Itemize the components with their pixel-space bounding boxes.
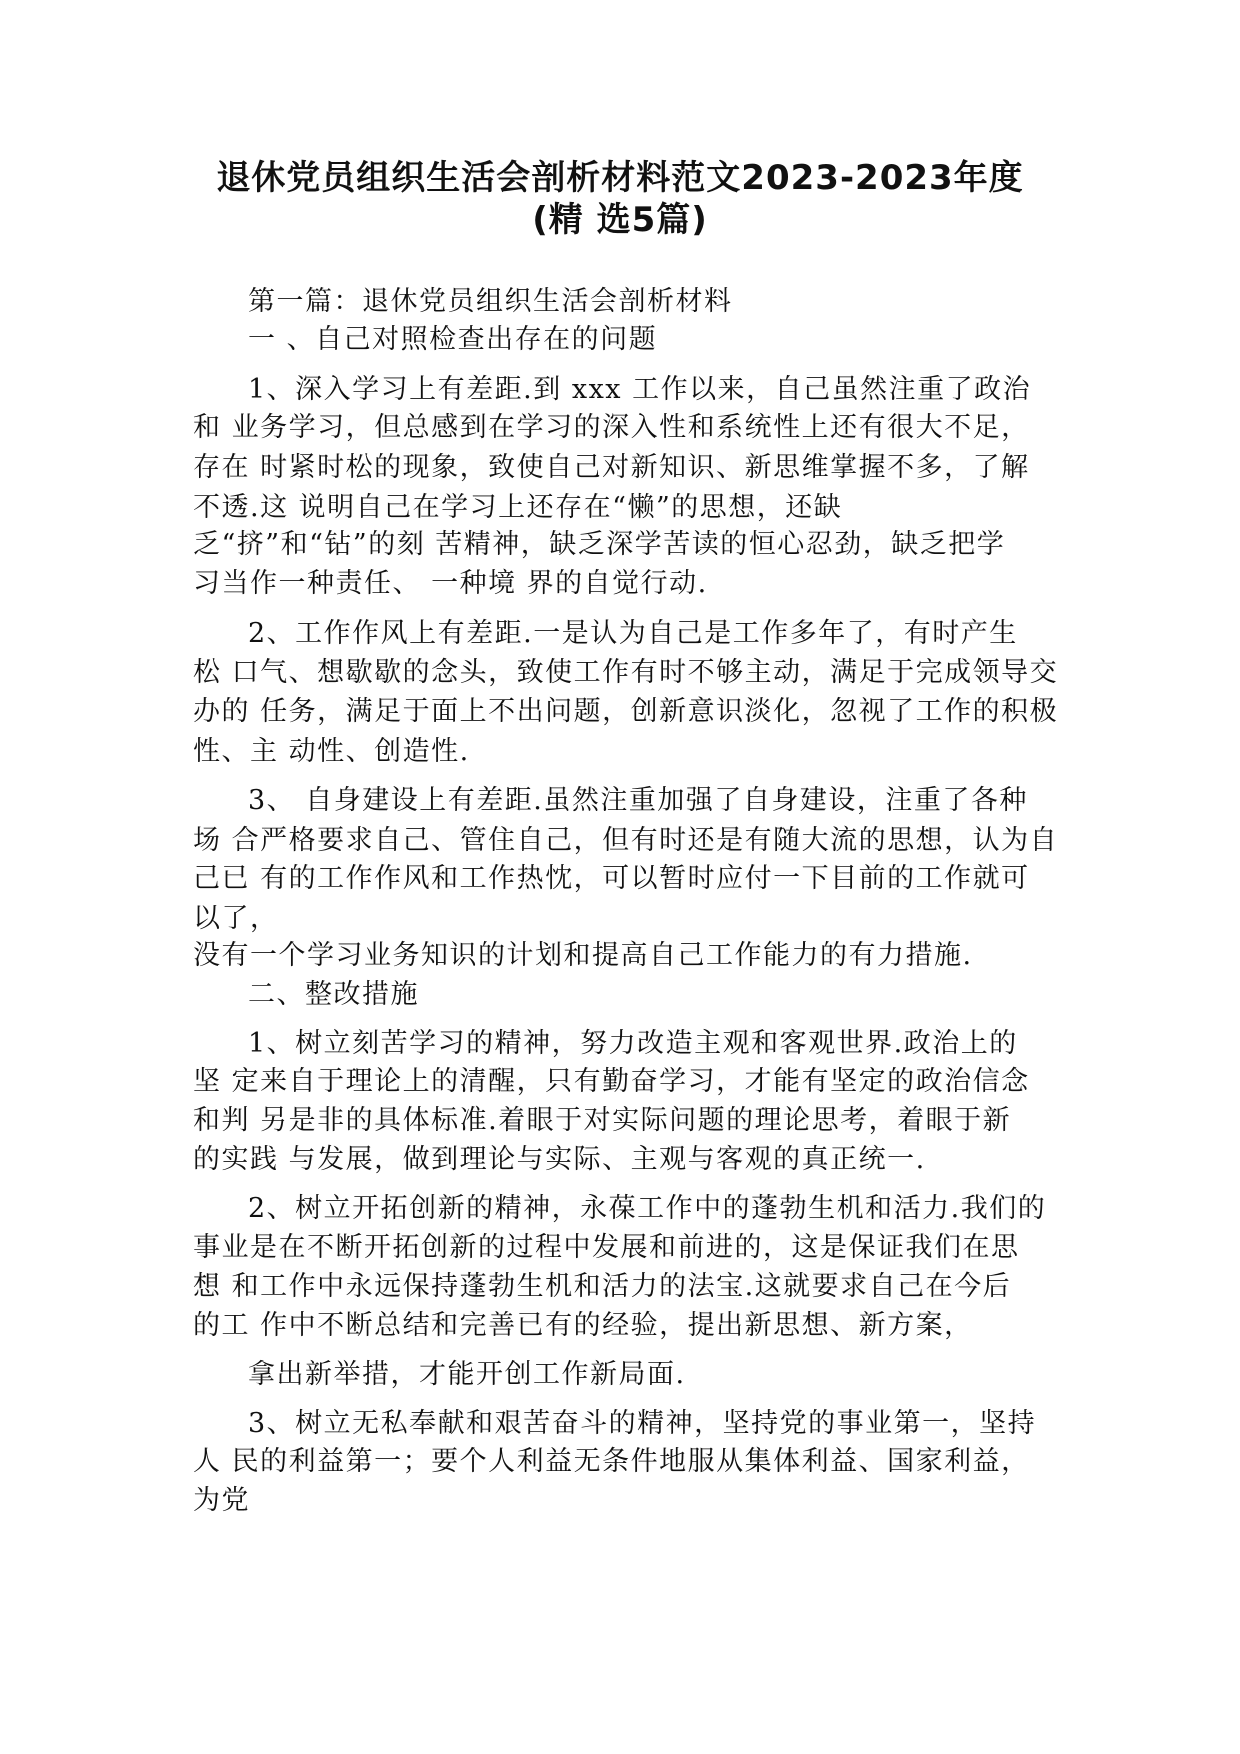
- body-line: 存在 时紧时松的现象，致使自己对新知识、新思维掌握不多，了解: [193, 452, 1030, 483]
- body-line: 场 合严格要求自己、管住自己，但有时还是有随大流的思想，认为自: [193, 825, 1059, 856]
- body-line: 事业是在不断开拓创新的过程中发展和前进的，这是保证我们在思: [193, 1232, 1020, 1263]
- body-line: 习当作一种责任、 一种境 界的自觉行动.: [193, 568, 708, 599]
- body-line: 以了，: [193, 903, 279, 934]
- body-line: 办的 任务，满足于面上不出问题，创新意识淡化，忽视了工作的积极: [193, 696, 1059, 727]
- body-line: 3、树立无私奉献和艰苦奋斗的精神，坚持党的事业第一，坚持: [248, 1408, 1037, 1439]
- body-line: 性、主 动性、创造性.: [193, 736, 470, 767]
- body-line: 1、深入学习上有差距.到 xxx 工作以来，自己虽然注重了政治: [248, 374, 1032, 405]
- body-line: 没有一个学习业务知识的计划和提高自己工作能力的有力措施.: [193, 940, 973, 971]
- body-line: 1、树立刻苦学习的精神，努力改造主观和客观世界.政治上的: [248, 1028, 1018, 1059]
- body-line: 第一篇：退休党员组织生活会剖析材料: [248, 286, 733, 317]
- body-line: 和判 另是非的具体标准.着眼于对实际问题的理论思考，着眼于新: [193, 1105, 1012, 1136]
- body-line: 2、工作作风上有差距.一是认为自己是工作多年了，有时产生: [248, 618, 1018, 649]
- body-line: 想 和工作中永远保持蓬勃生机和活力的法宝.这就要求自己在今后: [193, 1271, 1012, 1302]
- body-line: 乏“挤”和“钻”的刻 苦精神，缺乏深学苦读的恒心忍劲，缺乏把学: [193, 529, 1006, 560]
- body-line: 己已 有的工作作风和工作热忱，可以暂时应付一下目前的工作就可: [193, 863, 1030, 894]
- body-line: 二、整改措施: [248, 979, 419, 1010]
- body-line: 的工 作中不断总结和完善已有的经验，提出新思想、新方案，: [193, 1310, 973, 1341]
- document-title-line2: (精 选5篇): [532, 200, 708, 240]
- body-line: 拿出新举措，才能开创工作新局面.: [248, 1359, 686, 1390]
- body-line: 2、树立开拓创新的精神，永葆工作中的蓬勃生机和活力.我们的: [248, 1193, 1047, 1224]
- body-line: 一 、自己对照检查出存在的问题: [248, 324, 658, 355]
- document-title-line1: 退休党员组织生活会剖析材料范文2023-2023年度: [216, 158, 1024, 198]
- body-line: 坚 定来自于理论上的清醒，只有勤奋学习，才能有坚定的政治信念: [193, 1066, 1030, 1097]
- body-line: 3、 自身建设上有差距.虽然注重加强了自身建设，注重了各种: [248, 785, 1028, 816]
- body-line: 松 口气、想歇歇的念头，致使工作有时不够主动，满足于完成领导交: [193, 657, 1059, 688]
- body-line: 的实践 与发展，做到理论与实际、主观与客观的真正统一.: [193, 1144, 926, 1175]
- body-line: 人 民的利益第一；要个人利益无条件地服从集体利益、国家利益，: [193, 1446, 1030, 1477]
- body-line: 为党: [193, 1485, 250, 1516]
- body-line: 和 业务学习，但总感到在学习的深入性和系统性上还有很大不足，: [193, 412, 1030, 443]
- body-line: 不透.这 说明自己在学习上还存在“懒”的思想，还缺: [193, 492, 843, 523]
